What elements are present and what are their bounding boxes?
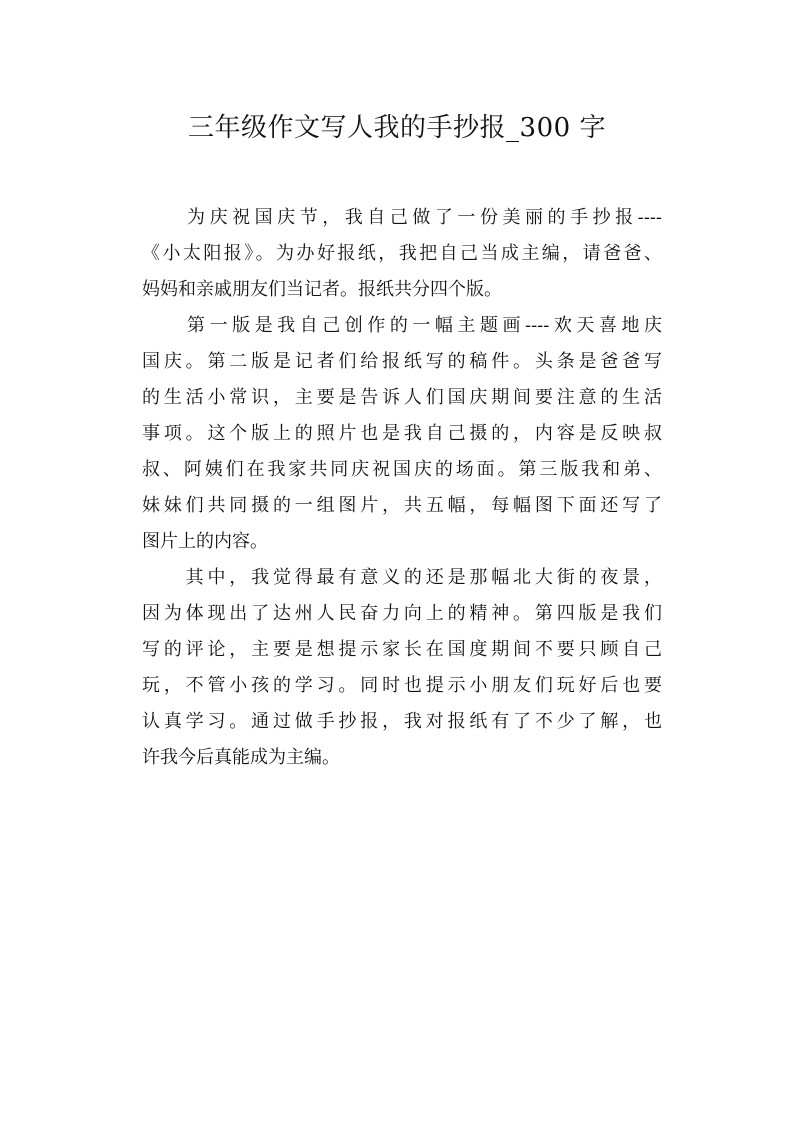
text-line: 玩，不管小孩的学习。同时也提示小朋友们玩好后也要 [142,675,662,696]
text-line: 认真学习。通过做手抄报，我对报纸有了不少了解，也 [142,711,662,732]
text-line: 国庆。第二版是记者们给报纸写的稿件。头条是爸爸写 [142,351,662,372]
text-line: 妹妹们共同摄的一组图片，共五幅，每幅图下面还写了 [142,495,662,516]
paragraph-3 [142,560,662,776]
text-line: 妈妈和亲戚朋友们当记者。报纸共分四个版。 [142,279,502,300]
text-line: 《小太阳报》。为办好报纸，我把自己当成主编，请爸爸、 [142,243,662,264]
text-line: 为庆祝国庆节，我自己做了一份美丽的手抄报---- [142,207,662,228]
paragraph-2 [142,308,662,560]
text-line: 第一版是我自己创作的一幅主题画----欢天喜地庆 [142,315,662,336]
text-line: 事项。这个版上的照片也是我自己摄的，内容是反映叔 [142,423,662,444]
text-line: 的生活小常识，主要是告诉人们国庆期间要注意的生活 [142,387,662,408]
text-line: 许我今后真能成为主编。 [142,747,340,768]
paragraph-1 [142,200,662,308]
text-line: 叔、阿姨们在我家共同庆祝国庆的场面。第三版我和弟、 [142,459,662,480]
article-body [142,200,662,776]
text-line: 因为体现出了达州人民奋力向上的精神。第四版是我们 [142,603,662,624]
text-line: 写的评论，主要是想提示家长在国度期间不要只顾自己 [142,639,662,660]
page-title: 三年级作文写人我的手抄报_300 字 [188,113,606,143]
text-line: 其中，我觉得最有意义的还是那幅北大街的夜景， [142,567,662,588]
text-line: 图片上的内容。 [142,531,268,552]
